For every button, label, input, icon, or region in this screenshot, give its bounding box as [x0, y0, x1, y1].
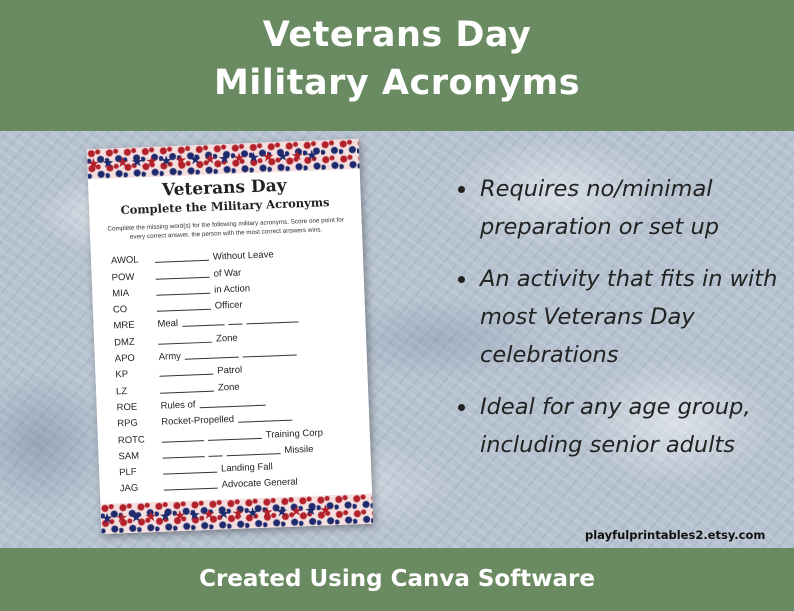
acronym-hint: Rocket-Propelled [161, 414, 235, 428]
acronym-hint: Advocate General [221, 476, 298, 491]
worksheet-instructions: Complete the missing word(s) for the following military acronyms. Score one point for every correct answer, the person with the most correct answers wins. [107, 216, 345, 241]
star-pattern-icon: ★★★★★★★★★★★★★★★★ [100, 502, 335, 528]
answer-blank [163, 455, 205, 459]
acronym: MRE [113, 320, 135, 332]
acronym: RPG [117, 417, 139, 430]
shop-url: playfulprintables2.etsy.com [585, 528, 766, 542]
acronym: POW [111, 271, 135, 284]
answer-blank [182, 324, 224, 328]
acronym-hint: Zone [217, 381, 240, 394]
acronym: SAM [118, 450, 140, 463]
acronym: APO [114, 352, 136, 365]
answer-blank [164, 487, 218, 491]
acronym-hint: Training Corp [265, 427, 324, 441]
acronym: ROE [116, 401, 138, 414]
feature-text: An activity that fits in with most Veterans Day celebrations [480, 266, 778, 368]
star-pattern-icon: ★★★★★★★★★★★★★★★★ [86, 147, 321, 173]
feature-item [458, 260, 788, 374]
acronym: PLF [118, 466, 137, 479]
acronym: JAG [119, 483, 139, 495]
acronym-hint: Army [158, 350, 182, 363]
title-line-1: Veterans Day [262, 15, 532, 55]
feature-text: Ideal for any age group, including senior adults [480, 394, 751, 458]
acronym: AWOL [110, 254, 139, 267]
acronym-hint: Patrol [217, 364, 243, 377]
acronym-hint: Missile [284, 443, 314, 456]
acronym-list [111, 241, 360, 494]
worksheet-subtitle: Complete the Military Acronyms [120, 195, 330, 218]
acronym-hint: Zone [215, 332, 238, 345]
feature-item [458, 388, 788, 464]
acronym-hint: Officer [214, 299, 243, 312]
feature-text: Requires no/minimal preparation or set up [480, 176, 719, 240]
feature-list [458, 170, 788, 478]
acronym: DMZ [113, 336, 135, 349]
footer-text: Created Using Canva Software [199, 566, 595, 592]
acronym-hint: Landing Fall [220, 461, 274, 475]
acronym: KP [115, 369, 129, 381]
acronym-hint: of War [213, 267, 242, 280]
acronym: ROTC [117, 433, 146, 446]
acronym-hint: in Action [213, 283, 251, 296]
answer-blank [228, 323, 242, 326]
acronym-hint: Without Leave [212, 249, 274, 263]
header-banner [0, 0, 794, 131]
answer-blank [162, 439, 204, 443]
bullet-dot-icon [458, 404, 465, 411]
bullet-dot-icon [458, 186, 465, 193]
answer-blank [209, 454, 223, 457]
footer-banner [0, 548, 794, 611]
bullet-dot-icon [458, 276, 465, 283]
worksheet-title: Veterans Day [161, 175, 287, 201]
acronym-hint: Meal [157, 318, 179, 331]
worksheet-preview [87, 139, 374, 534]
title-line-2: Military Acronyms [213, 63, 581, 103]
acronym: LZ [115, 385, 128, 398]
feature-item [458, 170, 788, 246]
acronym: MIA [112, 287, 130, 300]
acronym: CO [112, 304, 128, 316]
acronym-hint: Rules of [160, 399, 196, 412]
